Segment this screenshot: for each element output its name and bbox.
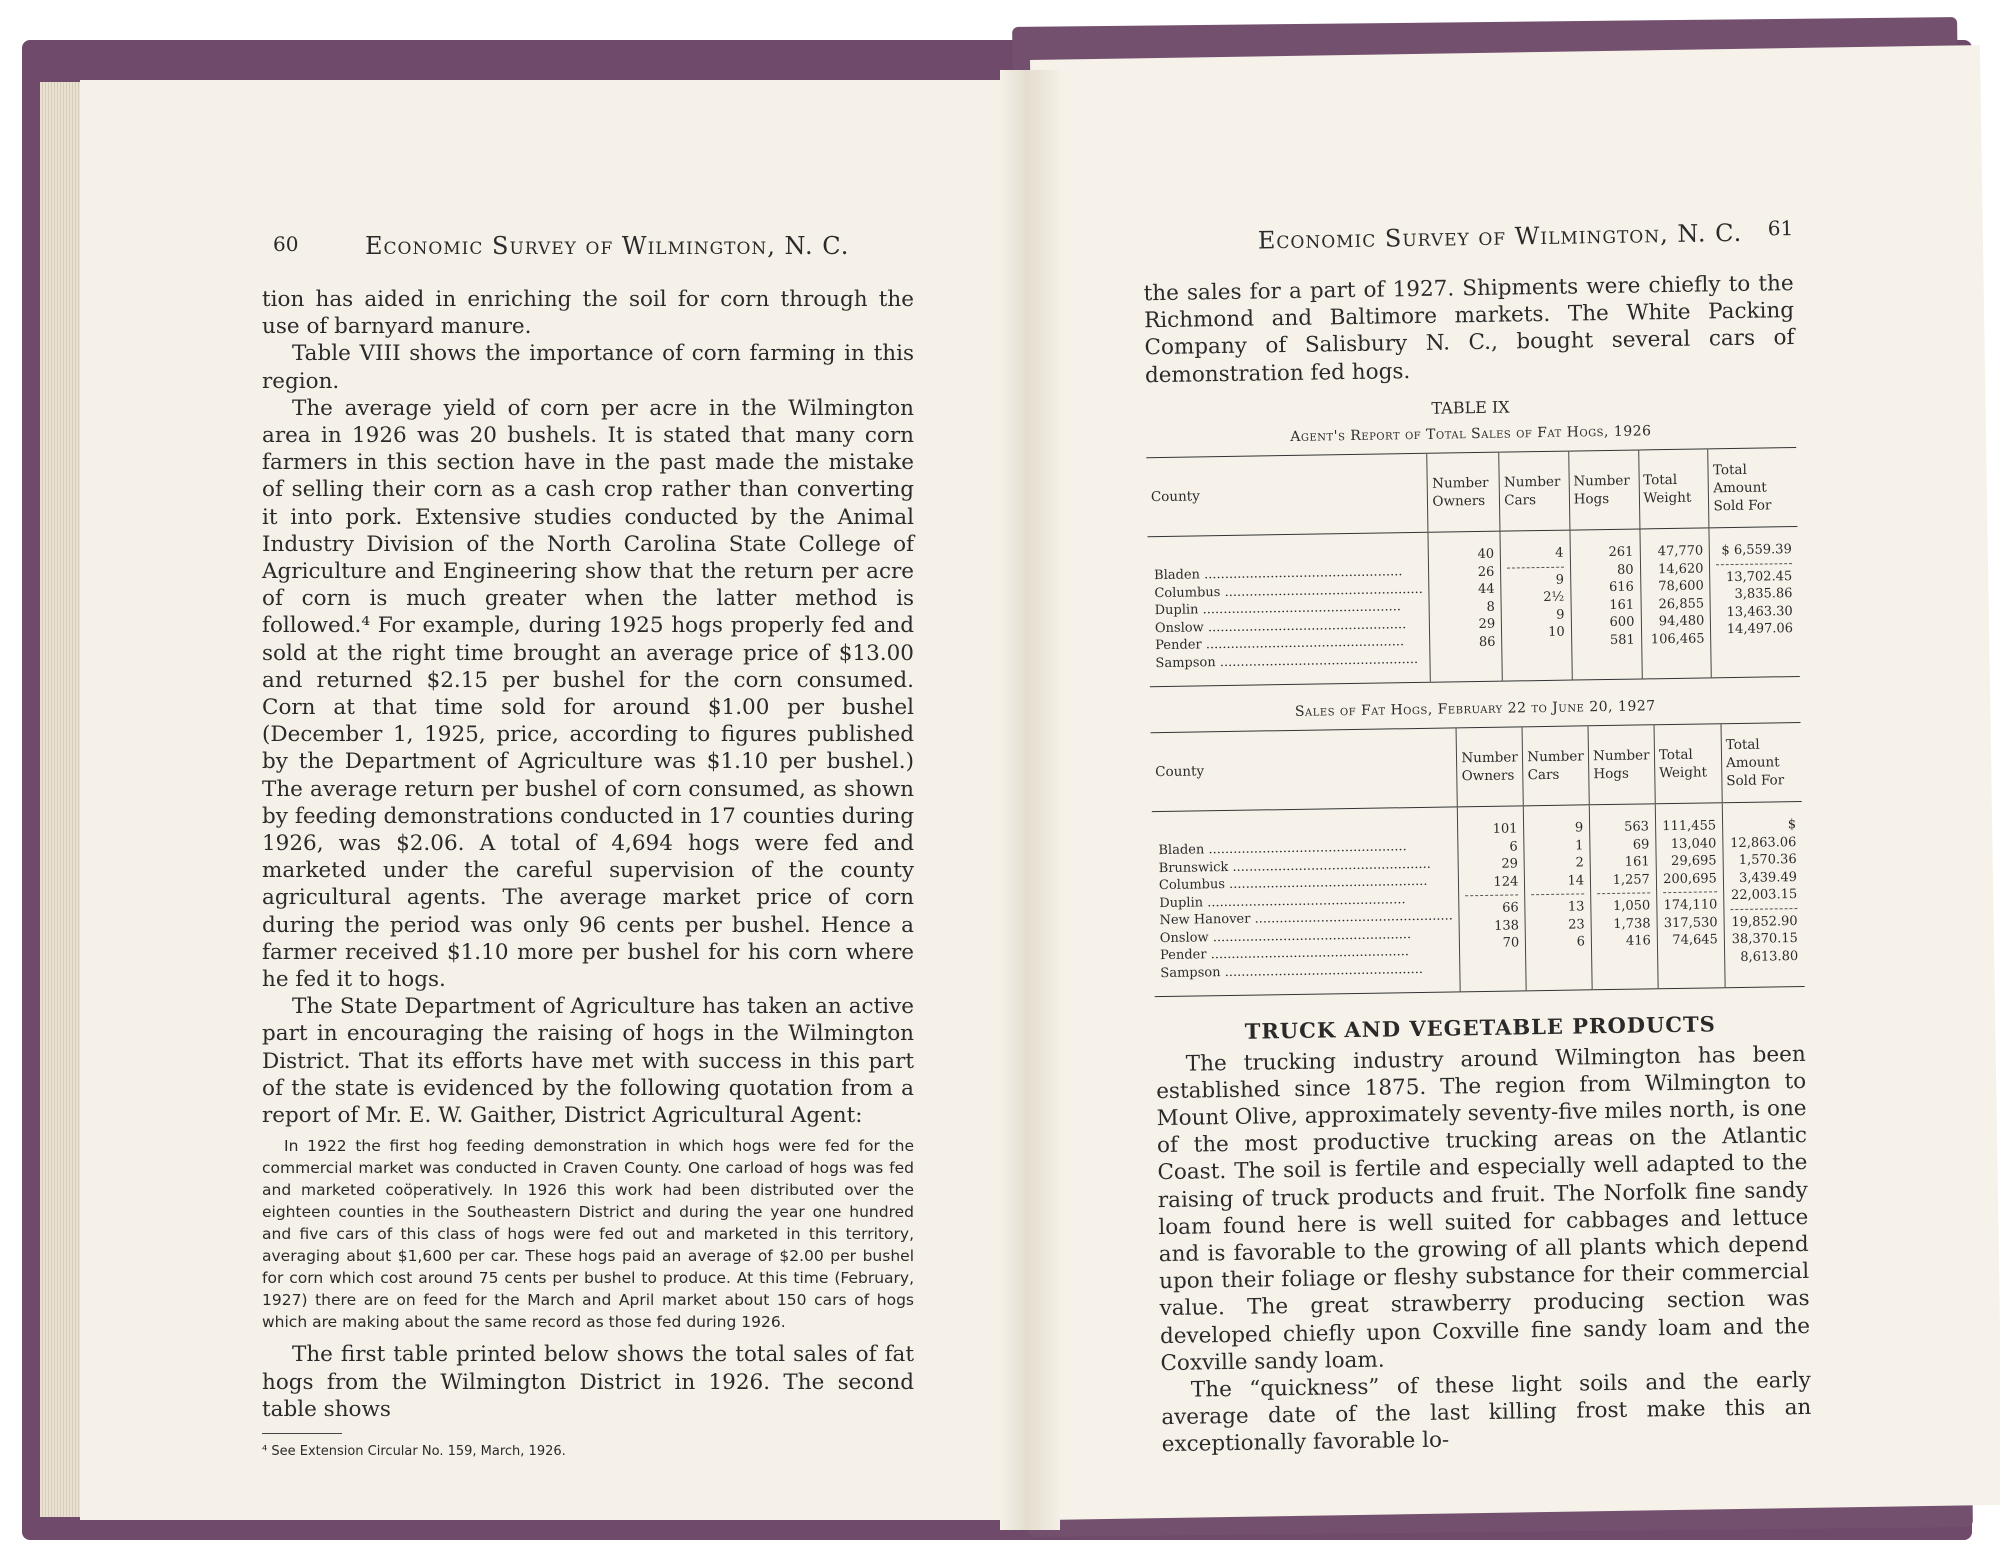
column-header: Total Weight — [1654, 724, 1722, 804]
column-header: County — [1151, 728, 1458, 812]
cell: 106,465 — [1650, 631, 1705, 648]
cell: 6 — [1509, 839, 1518, 855]
column-hogs — [1570, 529, 1642, 680]
column-header: Number Hogs — [1588, 725, 1655, 805]
cell: 174,110 — [1663, 897, 1718, 914]
cell: 1 — [1575, 838, 1584, 854]
cell: 23 — [1568, 917, 1585, 933]
cell: 78,600 — [1658, 578, 1704, 595]
cell: 161 — [1609, 597, 1635, 613]
cell: 13 — [1567, 899, 1585, 916]
column-owners — [1428, 531, 1502, 682]
cell: 80 — [1616, 562, 1634, 578]
section-heading: TRUCK AND VEGETABLE PRODUCTS — [1244, 1011, 1716, 1045]
cell: 138 — [1494, 918, 1520, 934]
cell: Duplin ..... — [1155, 598, 1424, 620]
cell: 101 — [1492, 821, 1518, 838]
cell: Columbus ..... — [1159, 873, 1453, 895]
column-header: Number Hogs — [1568, 450, 1639, 530]
column-weight — [1655, 803, 1725, 989]
cell: 111,455 — [1662, 818, 1717, 835]
cell: 44 — [1477, 581, 1495, 598]
cell: 19,852.90 — [1731, 913, 1798, 931]
cell: $ 12,863.06 — [1730, 817, 1797, 852]
cell: Pender ..... — [1160, 943, 1454, 965]
cell: 14,497.06 — [1726, 621, 1794, 638]
cell: 29,695 — [1671, 853, 1717, 870]
cell: 1,257 — [1612, 872, 1650, 888]
page-number: 60 — [273, 232, 299, 256]
cell: 94,480 — [1658, 613, 1705, 630]
right-body — [1143, 270, 1811, 1459]
paragraph: The first table printed below shows the total sales of fat hogs from the Wilmington District in 1926. The second table shows — [262, 1342, 914, 1422]
running-head: Economic Survey of Wilmington, N. C. — [1257, 218, 1743, 255]
cell: 47,770 — [1657, 543, 1704, 560]
cell: Sampson ..... — [1160, 960, 1454, 982]
column-amount — [1722, 802, 1804, 988]
cell: Brunswick ..... — [1159, 855, 1453, 877]
cell: 38,370.15 — [1731, 931, 1799, 948]
cell: 1,050 — [1612, 898, 1651, 915]
gutter — [1000, 70, 1060, 1530]
cell: 563 — [1624, 819, 1650, 836]
cell: 200,695 — [1663, 871, 1718, 888]
cell: Bladen ..... — [1158, 838, 1452, 860]
dashed-rule — [1507, 566, 1563, 568]
cell: 124 — [1493, 874, 1519, 890]
cell: 3,439.49 — [1738, 869, 1798, 886]
cell: 9 — [1556, 607, 1565, 623]
paragraph: The average yield of corn per acre in the Wilmington area in 1926 was 20 bushels. It is stated that many corn farmers in this section have in the past made the mistake of selling their corn as a cash crop rather than converting it into pork. Extensive studies conducted by the Animal Industry Division of the North Carolina State College of Agriculture and Engineering show that the return per acre of corn is much greater when the latter method is followed.⁴ For example, during 1925 hogs properly fed and sold at the right time brought an average price of $13.00 and returned $2.15 per bushel for the corn consumed. Corn at that time sold for around $1.00 per bushel (December 1, 1925, price, according to figures published by the Department of Agriculture was $1.10 per bushel.) The average return per bushel of corn consumed, as shown by feeding demonstrations conducted in 17 counties during 1926, was $2.06. A total of 4,694 hogs were fed and marketed under the careful supervision of the county agricultural agents. The average market price of corn during the period was only 96 cents per bushel. Hence a farmer received $1.10 more per bushel for his corn where he fed it to hogs. — [262, 395, 914, 993]
cell: 69 — [1632, 837, 1650, 853]
cell: 1,738 — [1613, 916, 1651, 932]
column-counties — [1152, 807, 1461, 997]
cell: Bladen ..... — [1154, 563, 1423, 585]
column-counties — [1148, 533, 1431, 687]
column-cars — [1524, 805, 1593, 991]
column-header: Total Amount Sold For — [1708, 448, 1797, 528]
cell: $ 6,559.39 — [1721, 542, 1792, 559]
cell: 161 — [1624, 854, 1650, 871]
cell: 13,463.30 — [1726, 603, 1793, 620]
cell: 14,620 — [1657, 561, 1704, 577]
dashed-rule — [1663, 892, 1717, 894]
cell: Columbus ..... — [1154, 581, 1423, 603]
cell: Sampson ..... — [1155, 651, 1424, 673]
column-hogs — [1589, 804, 1658, 990]
cell: Pender ..... — [1155, 633, 1424, 655]
cell: 2½ — [1543, 589, 1565, 606]
column-header: Total Amount Sold For — [1721, 723, 1802, 803]
cell: 8 — [1486, 599, 1496, 615]
column-header: Number Cars — [1522, 726, 1589, 806]
cell: 10 — [1548, 624, 1565, 641]
cell: 2 — [1575, 855, 1584, 871]
cell: 29 — [1478, 616, 1496, 633]
cell: 261 — [1608, 544, 1634, 561]
cell: 40 — [1477, 546, 1495, 563]
table-subtitle: Agent's Report of Total Sales of Fat Hogs, 1926 — [1290, 423, 1652, 445]
cell: 416 — [1625, 933, 1651, 950]
cell: 6 — [1576, 934, 1586, 950]
table-1927 — [1151, 722, 1805, 997]
paragraph: The “quickness” of these light soils and the early average date of the last killing frost make this an exceptionally favorable lo- — [1161, 1367, 1812, 1458]
paragraph: The State Department of Agriculture has taken an active part in encouraging the raising of hogs in the Wilmington District. That its efforts have met with success in this part of the state is evidenced by the following quotation from a report of Mr. E. W. Gaither, District Agricultural Agent: — [262, 994, 914, 1129]
paragraph: Table VIII shows the importance of corn farming in this region. — [262, 341, 914, 394]
cell: 29 — [1501, 856, 1519, 873]
cell: 74,645 — [1672, 932, 1718, 949]
cell: Onslow ..... — [1155, 616, 1424, 638]
cell: Duplin ..... — [1159, 890, 1453, 912]
column-amount — [1709, 527, 1799, 678]
cell: Onslow ..... — [1160, 925, 1454, 947]
cell: 600 — [1609, 614, 1635, 631]
dashed-rule — [1466, 895, 1519, 897]
dashed-rule — [1597, 893, 1650, 895]
paragraph: The trucking industry around Wilmington has been established since 1875. The region from Wilmington to Mount Olive, approximately seventy-five miles north, is one of the most productive trucking areas on the Atlantic Coast. The soil is fertile and especially well adapted to the raising of truck products and fruit. The Norfolk fine sandy loam found here is well suited for cabbages and lettuce and is favorable to the growing of all plants which depend upon their foliage or fleshy substance for their commercial value. The great strawberry producing section was developed chiefly upon Coxville fine sandy loam and the Coxville sandy loam. — [1156, 1041, 1811, 1376]
footnote-rule — [262, 1433, 342, 1434]
page-number: 61 — [1767, 216, 1794, 241]
left-body — [262, 286, 914, 1465]
footnote: ⁴ See Extension Circular No. 159, March, 1926. — [262, 1443, 566, 1459]
column-header: Number Owners — [1456, 727, 1523, 807]
cell: 13,702.45 — [1725, 568, 1793, 585]
column-header: Number Owners — [1427, 452, 1500, 532]
cell: 9 — [1574, 820, 1584, 836]
running-head: Economic Survey of Wilmington, N. C. — [365, 232, 850, 260]
cell: 9 — [1555, 572, 1565, 588]
cell: 616 — [1608, 579, 1635, 596]
paragraph: tion has aided in enriching the soil for corn through the use of barnyard manure. — [262, 287, 914, 340]
table-title: TABLE IX — [1431, 397, 1510, 418]
dashed-rule — [1532, 894, 1585, 896]
paragraph: the sales for a part of 1927. Shipments were chiefly to the Richmond and Baltimore markets. The White Packing Company of Salisbury N. C., bought several cars of demonstration fed hogs. — [1143, 271, 1795, 388]
cell: 26 — [1477, 564, 1495, 580]
cell: 66 — [1502, 900, 1519, 917]
table-subtitle-2: Sales of Fat Hogs, February 22 to June 20, 1927 — [1294, 698, 1656, 721]
table-ix — [1146, 447, 1800, 687]
cell: 86 — [1478, 634, 1496, 650]
column-weight — [1639, 528, 1711, 679]
right-page — [1030, 45, 2000, 1520]
cell: 22,003.15 — [1730, 887, 1798, 904]
cell: 3,835.86 — [1734, 586, 1793, 603]
cell: 26,855 — [1658, 596, 1705, 612]
cell: 4 — [1555, 545, 1564, 562]
cell: 13,040 — [1670, 836, 1717, 852]
column-header: County — [1146, 454, 1428, 537]
cell: 70 — [1502, 935, 1520, 952]
block-quote: In 1922 the first hog feeding demonstration in which hogs were fed for the commercial market was conducted in Craven County. One carload of hogs was fed and marketed coöperatively. In 1926 this work had been distributed over the eighteen counties in the Southeastern District and during the year one hundred and five cars of this class of hogs were fed out and marketed in this territory, averaging about $1,600 per car. These hogs paid an average of $2.00 per bushel for corn which cost around 75 cents per bushel to produce. At this time (February, 1927) there are on feed for the March and April market about 150 cars of hogs which are making about the same record as those fed during 1926. — [262, 1137, 914, 1332]
cell: 8,613.80 — [1740, 948, 1799, 965]
dashed-rule — [1730, 908, 1797, 910]
cell: New Hanover ..... — [1159, 908, 1453, 930]
cell: 1,570.36 — [1738, 852, 1797, 869]
dashed-rule — [1716, 563, 1792, 565]
cell: 317,530 — [1663, 915, 1718, 932]
cell: 14 — [1567, 873, 1585, 889]
column-header: Total Weight — [1638, 449, 1709, 529]
column-cars — [1500, 530, 1572, 681]
cell: 581 — [1609, 632, 1635, 648]
column-owners — [1458, 806, 1527, 992]
column-header: Number Cars — [1499, 451, 1570, 531]
